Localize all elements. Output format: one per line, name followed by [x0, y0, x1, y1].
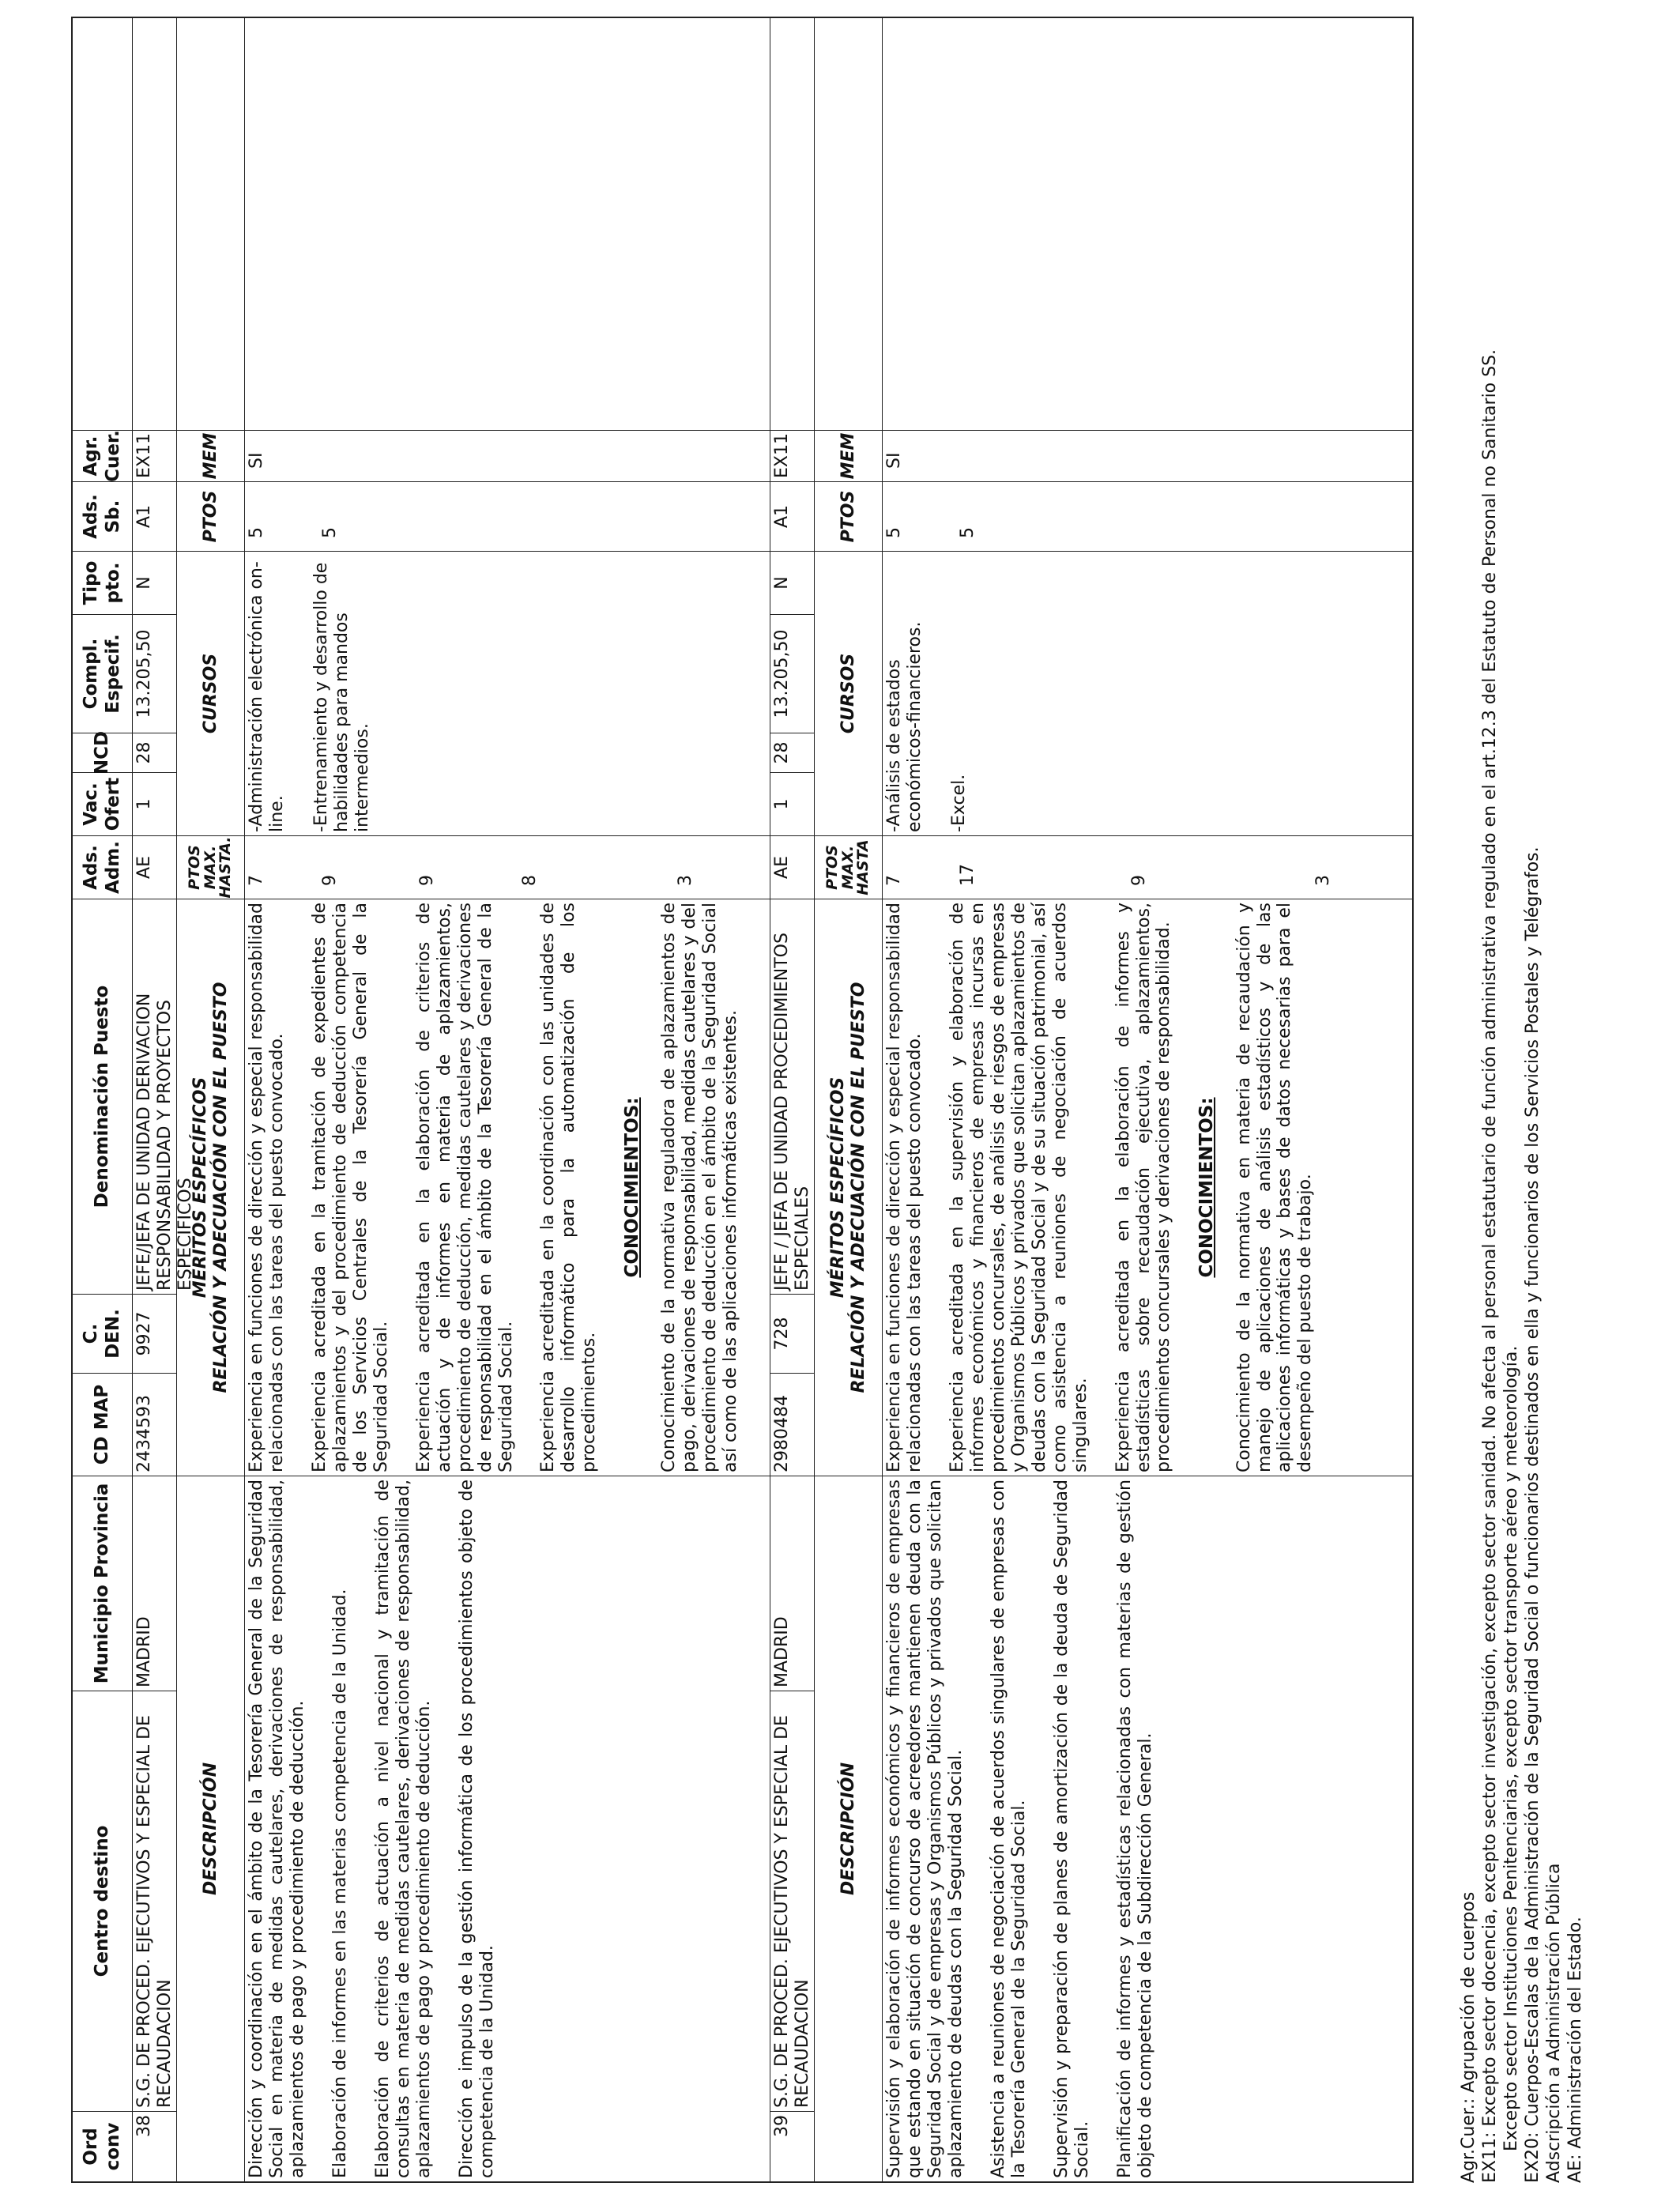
row39-ptos-header: PTOS	[814, 482, 882, 552]
footnote: Excepto sector Instituciones Penitenciarias, excepto sector transporte aéreo y meteorología.	[1501, 1345, 1521, 2151]
row38-descripcion-header	[176, 1476, 244, 2181]
row39-meritos	[882, 899, 1412, 1476]
row38-ptos-max	[244, 836, 770, 899]
header-ads-sb: Ads. Sb.	[73, 482, 132, 552]
meritos-sublabel: RELACIÓN Y ADECUACIÓN CON EL PUESTO	[848, 982, 868, 1393]
descripcion-item: Elaboración de criterios de actuación a nivel nacional y tramitación de consultas en materia de medidas cautelares, derivaciones de responsabilidad, aplazamientos de pago y procedimiento de deducción.	[372, 1480, 434, 2178]
row38-mem	[244, 431, 770, 482]
header-ads-adm: Ads. Adm.	[73, 836, 132, 899]
merito-item: Experiencia acreditada en la supervisión y elaboración de informes económicos y financieros de empresas incursas en procedimientos concursales, de análisis de riesgos de empresas y Organismos Públicos y privados que solicitan aplazamientos de deudas con la Seguridad Social y de su situación patrimonial, así como asistencia a reuniones de negociación de acuerdos singulares.	[947, 903, 1090, 1472]
row38-ncd: 28	[132, 733, 176, 773]
merito-item: Experiencia acreditada en la elaboración de informes y estadísticas sobre recaudación ejecutiva, aplazamientos, procedimientos concursales y derivaciones de responsabilidad.	[1113, 903, 1174, 1472]
row39-empty	[770, 18, 814, 431]
descripcion-label: DESCRIPCIÓN	[838, 1762, 858, 1895]
row38-meritos	[244, 899, 770, 1476]
row38-agr: EX11	[132, 431, 176, 482]
row38-empty-c	[244, 18, 770, 431]
row39-ads-sb: A1	[770, 482, 814, 552]
row38-denominacion: JEFE/JEFA DE UNIDAD DERIVACION RESPONSABILIDAD Y PROYECTOS ESPECIFICOS	[132, 899, 176, 1295]
row39-vac: 1	[770, 773, 814, 836]
footnote: EX11: Excepto sector docencia, excepto sector investigación, excepto sector sanidad. No afecta al personal estatutario de función administrativa regulado en el art.12.3 del Estatuto de Personal no Sanitario SS.	[1480, 349, 1500, 2183]
row39-cdmap: 2980484	[770, 1374, 814, 1476]
row39-ord: 39	[770, 2112, 814, 2181]
merito-item: Experiencia acreditada en la elaboración de criterios de actuación y de informes en materia de aplazamientos, procedimiento de deducción, medidas cautelares y derivaciones de responsabilidad en el ámbito de la Tesorería General de la Seguridad Social.	[413, 903, 516, 1472]
row39-ptos-max-header: PTOS MAX. HASTA	[814, 836, 882, 899]
merito-item: Experiencia acreditada en la coordinación con las unidades de desarrollo informático para la automatización de los procedimientos.	[538, 903, 600, 1472]
conocimiento-item: Conocimiento de la normativa reguladora de aplazamientos de pago, derivaciones de responsabilidad, medidas cautelares y del procedimiento de deducción en el ámbito de la Seguridad Social así como de las aplicaciones informáticas existentes.	[659, 903, 741, 1472]
mem-value: SI	[884, 452, 904, 469]
footnote: EX20: Cuerpos-Escalas de la Administración de la Seguridad Social o funcionarios destinados en ella y funcionarios de los Servicios Postales y Telégrafos.	[1523, 846, 1543, 2183]
meritos-label: MÉRITOS ESPECÍFICOS	[827, 1076, 848, 1299]
merito-pts: 9	[417, 875, 437, 886]
row39-cden: 728	[770, 1295, 814, 1374]
row39-empty-b	[814, 18, 882, 431]
merito-pts: 7	[247, 875, 266, 886]
merito-pts: 7	[884, 875, 904, 886]
row39-ncd: 28	[770, 733, 814, 773]
mem-value: SI	[247, 452, 266, 469]
row38-ptos-max-header: PTOS MAX. HASTA.	[176, 836, 244, 899]
row39-ads-adm: AE	[770, 836, 814, 899]
header-cden: C. DEN.	[73, 1295, 132, 1374]
conocimiento-pts: 3	[676, 875, 695, 886]
row38-ads-adm: AE	[132, 836, 176, 899]
row39-ptos-max	[882, 836, 1412, 899]
header-empty	[73, 18, 132, 431]
row39-compl: 13.205,50	[770, 615, 814, 733]
row38-municipio: MADRID	[132, 1476, 176, 1691]
row38-cden: 9927	[132, 1295, 176, 1374]
header-ncd: NCD	[73, 733, 132, 773]
descripcion-item: Supervisión y elaboración de informes económicos y financieros de empresas que estando en situación de concurso de acreedores mantienen deuda con la Seguridad Social y de empresas y Organismos Públicos y privados que solicitan aplazamiento de deudas con la Seguridad Social.	[884, 1480, 966, 2178]
footnote: Agr.Cuer.: Agrupación de cuerpos	[1459, 1891, 1478, 2183]
merito-item: Experiencia acreditada en la tramitación de expedientes de aplazamientos y del procedimiento de deducción competencia de los Servicios Centrales de la Tesorería General de la Seguridad Social.	[309, 903, 391, 1472]
row38-meritos-header	[176, 899, 244, 1476]
merito-pts: 8	[520, 875, 540, 886]
merito-pts: 9	[1129, 875, 1149, 886]
row38-vac: 1	[132, 773, 176, 836]
row38-descripcion	[244, 1476, 770, 2181]
curso-pts: 5	[247, 527, 266, 538]
curso-item: -Administración electrónica on-line.	[247, 561, 287, 832]
row39-meritos-header	[814, 899, 882, 1476]
header-denominacion: Denominación Puesto	[73, 899, 132, 1295]
footnote: AE: Administración del Estado.	[1565, 1917, 1585, 2183]
row39-tipo: N	[770, 552, 814, 615]
descripcion-item: Planificación de informes y estadísticas relacionadas con materias de gestión objeto de competencia de la Subdirección General.	[1114, 1480, 1155, 2178]
descripcion-item: Dirección e impulso de la gestión informática de los procedimientos objeto de competencia de la Unidad.	[456, 1480, 497, 2178]
row38-compl: 13.205,50	[132, 615, 176, 733]
row39-cursos-header: CURSOS	[814, 552, 882, 836]
row38-mem-header: MEM	[176, 431, 244, 482]
row39-empty-c	[882, 18, 1412, 431]
descripcion-item: Supervisión y preparación de planes de amortización de la deuda de Seguridad Social.	[1051, 1480, 1092, 2178]
footnote: Adscripción a Administración Pública	[1544, 1863, 1564, 2183]
row38-ord: 38	[132, 2112, 176, 2181]
row39-descripcion-header	[814, 1476, 882, 2181]
footnotes	[1458, 17, 1586, 2183]
row38-centro: S.G. DE PROCED. EJECUTIVOS Y ESPECIAL DE RECAUDACION	[132, 1691, 176, 2112]
descripcion-label: DESCRIPCIÓN	[200, 1762, 220, 1895]
row38-cursos-header: CURSOS	[176, 552, 244, 836]
row38-empty	[132, 18, 176, 431]
curso-item: -Entrenamiento y desarrollo de habilidades para mandos intermedios.	[311, 562, 372, 832]
header-ord: Ord conv	[81, 2122, 123, 2171]
curso-item: -Excel.	[948, 774, 969, 832]
row39-agr: EX11	[770, 431, 814, 482]
curso-pts: 5	[958, 527, 977, 538]
meritos-label: MÉRITOS ESPECÍFICOS	[190, 1076, 210, 1299]
merito-item: Experiencia en funciones de dirección y especial responsabilidad relacionadas con las tareas del puesto convocado.	[247, 903, 287, 1472]
header-municipio: Municipio Provincia	[73, 1476, 132, 1691]
descripcion-item: Dirección y coordinación en el ámbito de la Tesorería General de la Seguridad Social en materia de medidas cautelares, derivaciones de responsabilidad, aplazamientos de pago y procedimiento de deducción.	[247, 1480, 307, 2178]
conocimientos-heading: CONOCIMIENTOS:	[1196, 1097, 1218, 1278]
row39-mem	[882, 431, 1412, 482]
curso-pts: 5	[884, 527, 904, 538]
row38-empty-b	[176, 18, 244, 431]
meritos-sublabel: RELACIÓN Y ADECUACIÓN CON EL PUESTO	[210, 982, 231, 1393]
vacancy-table	[71, 17, 1414, 2183]
row39-denominacion: JEFE / JEFA DE UNIDAD PROCEDIMIENTOS ESPECIALES	[770, 899, 814, 1295]
row38-ptos-header: PTOS	[176, 482, 244, 552]
curso-pts: 5	[320, 527, 340, 538]
row38-cursos-ptos	[244, 482, 770, 552]
row38-ads-sb: A1	[132, 482, 176, 552]
header-compl: Compl. Especif.	[73, 615, 132, 733]
conocimiento-pts: 3	[1313, 875, 1333, 886]
curso-item: -Análisis de estados económicos-financieros.	[884, 621, 925, 832]
row39-mem-header: MEM	[814, 431, 882, 482]
conocimientos-heading: CONOCIMIENTOS:	[622, 1097, 643, 1278]
merito-pts: 9	[320, 875, 340, 886]
header-centro: Centro destino	[73, 1691, 132, 2112]
row39-cursos	[882, 552, 1412, 836]
row39-centro: S.G. DE PROCED. EJECUTIVOS Y ESPECIAL DE RECAUDACION	[770, 1691, 814, 2112]
descripcion-item: Elaboración de informes en las materias competencia de la Unidad.	[330, 1589, 350, 2178]
descripcion-item: Asistencia a reuniones de negociación de acuerdos singulares de empresas con la Tesorería General de la Seguridad Social.	[988, 1480, 1029, 2178]
row39-cursos-ptos	[882, 482, 1412, 552]
merito-item: Experiencia en funciones de dirección y especial responsabilidad relacionadas con las tareas del puesto convocado.	[884, 903, 925, 1472]
merito-pts: 17	[958, 864, 977, 886]
row39-municipio: MADRID	[770, 1476, 814, 1691]
header-agr: Agr. Cuer.	[73, 431, 132, 482]
row38-cursos	[244, 552, 770, 836]
row38-tipo: N	[132, 552, 176, 615]
row39-descripcion	[882, 1476, 1412, 2181]
conocimiento-item: Conocimiento de la normativa en materia de recaudación y manejo de aplicaciones de análisis estadísticos y de las aplicaciones informáticas y bases de datos necesarias para el desempeño del puesto de trabajo.	[1234, 903, 1316, 1472]
row38-cdmap: 2434593	[132, 1374, 176, 1476]
header-vac: Vac. Ofert	[73, 773, 132, 836]
header-cdmap: CD MAP	[73, 1374, 132, 1476]
header-tipo: Tipo pto.	[73, 552, 132, 615]
